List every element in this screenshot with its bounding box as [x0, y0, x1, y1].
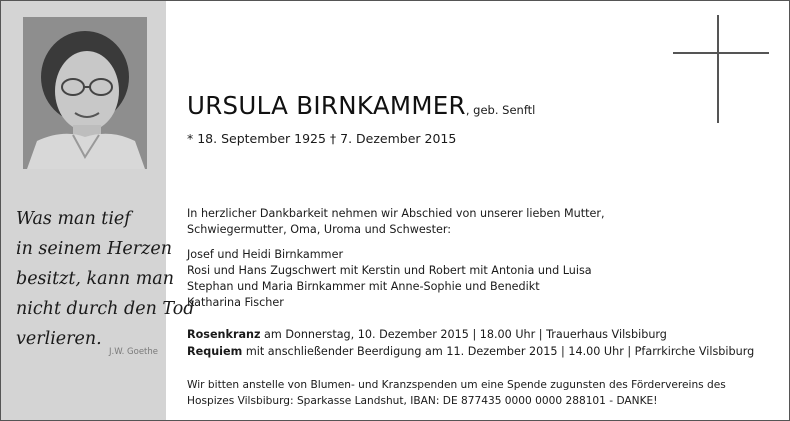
family-line: Katharina Fischer — [187, 296, 284, 309]
quote — [16, 204, 195, 354]
donation-note — [187, 378, 726, 409]
birth-name: , geb. Senftl — [465, 103, 536, 117]
quote-author: J.W. Goethe — [109, 347, 159, 357]
deceased-name: URSULA BIRNKAMMER — [187, 91, 466, 120]
cross-vertical-bar — [717, 15, 719, 123]
intro-text — [187, 206, 605, 238]
quote-line: in seinem Herzen — [16, 239, 172, 259]
deceased-heading — [187, 91, 535, 120]
family-line: Stephan und Maria Birnkammer mit Anne-Sophie und Benedikt — [187, 280, 540, 293]
quote-line: Was man tief — [16, 209, 131, 229]
portrait-photo — [23, 17, 147, 169]
rosary-line — [187, 326, 754, 343]
requiem-text: mit anschließender Beerdigung am 11. Dezember 2015 | 14.00 Uhr | Pfarrkirche Vilsbiburg — [242, 345, 755, 358]
quote-line: besitzt, kann man — [16, 269, 174, 289]
requiem-line — [187, 343, 754, 360]
rosary-text: am Donnerstag, 10. Dezember 2015 | 18.00 Uhr | Trauerhaus Vilsbiburg — [260, 328, 667, 341]
intro-line: In herzlicher Dankbarkeit nehmen wir Abschied von unserer lieben Mutter, — [187, 207, 605, 220]
requiem-label: Requiem — [187, 345, 243, 358]
quote-line: nicht durch den Tod — [16, 299, 195, 319]
family-line: Rosi und Hans Zugschwert mit Kerstin und Robert mit Antonia und Luisa — [187, 264, 592, 277]
rosary-label: Rosenkranz — [187, 328, 261, 341]
portrait-illustration — [23, 17, 147, 169]
quote-line: verlieren. — [16, 329, 102, 349]
note-line: Hospizes Vilsbiburg: Sparkasse Landshut, IBAN: DE 877435 0000 0000 288101 - DANKE! — [187, 394, 658, 407]
family-line: Josef und Heidi Birnkammer — [187, 248, 344, 261]
note-line: Wir bitten anstelle von Blumen- und Kranzspenden um eine Spende zugunsten des Fördervereins des — [187, 379, 726, 391]
sidebar-panel — [1, 1, 195, 420]
family-list — [187, 247, 592, 311]
intro-line: Schwiegermutter, Oma, Uroma und Schwester: — [187, 223, 452, 236]
cross-horizontal-bar — [673, 52, 769, 54]
life-dates: * 18. September 1925 † 7. Dezember 2015 — [187, 131, 457, 146]
service-details — [187, 326, 754, 360]
